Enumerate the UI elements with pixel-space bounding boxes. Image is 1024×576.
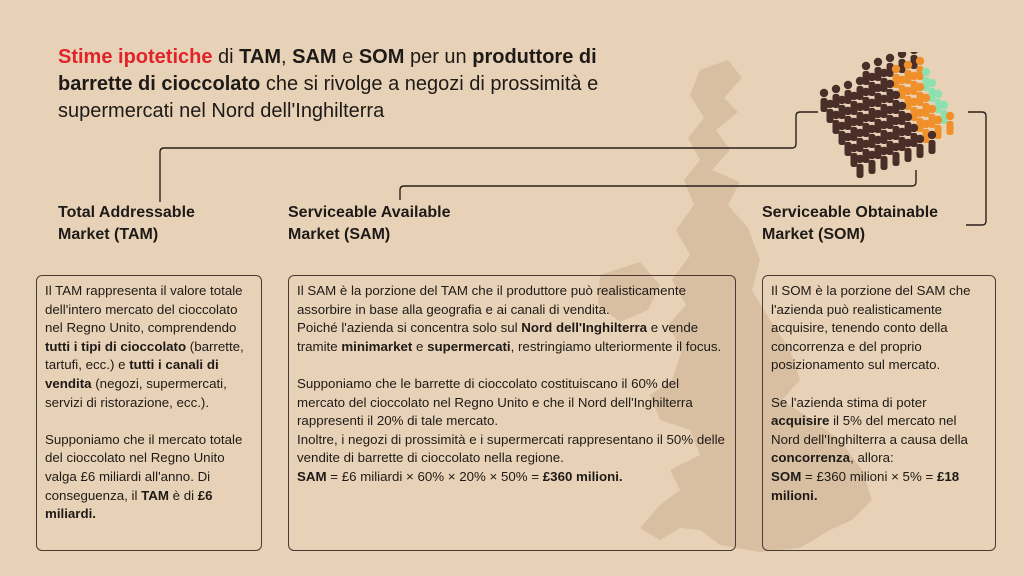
som-heading: Serviceable Obtainable Market (SOM) <box>762 204 939 243</box>
tam-description <box>36 275 262 551</box>
tam-paragraph-1: Il TAM rappresenta il valore totale dell'intero mercato del cioccolato nel Regno Unito, comprendendo tutti i tipi di cioccolato (barrette, tartufi, ecc.) e tutti i canali di vendita (negozi, supermercati, servizi di ristorazione, ecc.). <box>45 283 244 410</box>
sam-paragraph-1: Il SAM è la porzione del TAM che il produttore può realisticamente assorbire in base alla geografia e ai canali di vendita. Poiché l'azienda si concentra solo sul Nord dell'Inghilterra e vende tramite minimarket e supermercati, restringiamo ulteriormente il focus. <box>297 283 722 354</box>
som-paragraph-2: Se l'azienda stima di poter acquisire il 5% del mercato nel Nord dell'Inghilterra a causa della concorrenza, allora: SOM = £360 milioni × 5% = £18 milioni. <box>771 394 968 503</box>
som-paragraph-1: Il SOM è la porzione del SAM che l'azienda può realisticamente acquisire, tenendo conto della concorrenza e del proprio posizionamento sul mercato. <box>771 283 971 373</box>
sam-description <box>288 275 736 551</box>
page-title: Stime ipotetiche di TAM, SAM e SOM per un produttore di barrette di cioccolato che si rivolge a negozi di prossimità e supermercati nel Nord dell'Inghilterra <box>58 46 599 122</box>
people-crowd-icon <box>806 52 966 182</box>
sam-paragraph-2: Supponiamo che le barrette di cioccolato costituiscano il 60% del mercato del cioccolato nel Regno Unito e che il Nord dell'Inghilterra rappresenti il 20% di tale mercato. Inoltre, i negozi di prossimità e i supermercati rappresentano il 50% delle vendite di barrette di cioccolato nella regione. SAM = £6 miliardi × 60% × 20% × 50% = £360 milioni. <box>297 375 725 484</box>
tam-paragraph-2: Supponiamo che il mercato totale del cioccolato nel Regno Unito valga £6 miliardi all'anno. Di conseguenza, il TAM è di £6 miliardi. <box>45 431 243 522</box>
tam-heading: Total Addressable Market (TAM) <box>58 204 195 243</box>
som-description <box>762 275 996 551</box>
sam-heading: Serviceable Available Market (SAM) <box>288 204 451 243</box>
